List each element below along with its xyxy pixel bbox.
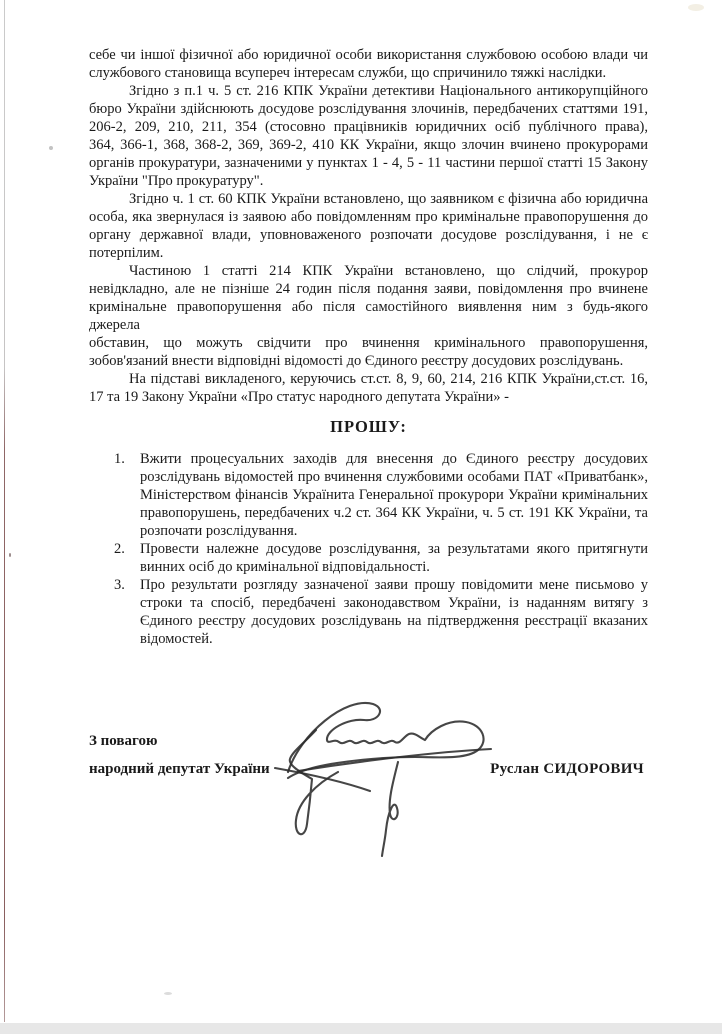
signature-row (89, 761, 648, 777)
text-line: Міністерством фінансів Українита Генеральної прокурори України кримінальних (140, 487, 648, 503)
text-line: правопорушень, передбачених ч.2 ст. 364 КК України, ч. 5 ст. 191 КК України, та (140, 505, 648, 521)
text-line: обставин, що можуть свідчити про вчинення кримінального правопорушення, (89, 335, 648, 351)
text-line: потерпілим. (89, 245, 164, 261)
text-line: України "Про прокуратуру". (89, 173, 264, 189)
list-item-number: 3. (114, 577, 125, 593)
paragraph (89, 262, 648, 370)
scan-edge-line (4, 0, 5, 1022)
text-line: 17 та 19 Закону України «Про статус народного депутата України» - (89, 389, 509, 405)
scan-bottom-strip (0, 1023, 722, 1034)
document-body (89, 46, 648, 777)
paragraph (89, 370, 648, 406)
text-line: органів прокуратури, зазначеними у пунктах 1 - 4, 5 - 11 частини першої статті 15 Закону (89, 155, 648, 171)
closing-salutation: З повагою (89, 733, 158, 749)
text-line: розпочати розслідування. (140, 523, 298, 539)
list-item-number: 1. (114, 451, 125, 467)
list-item (89, 540, 648, 576)
paragraph (89, 82, 648, 190)
text-line: Згідно з п.1 ч. 5 ст. 216 КПК України детективи Національного антикорупційного (129, 83, 648, 99)
request-list (89, 450, 648, 648)
list-item (89, 576, 648, 648)
text-line: строки та спосіб, передбачені законодавством України, із наданням витягу з (140, 595, 648, 611)
text-line: кримінальне правопорушення або після самостійного виявлення ним з будь-якого джерела (89, 299, 648, 333)
paragraph (89, 46, 648, 82)
text-line: Єдиного реєстру досудових розслідувань на підтвердження реєстрації вказаних (140, 613, 648, 629)
scan-speck (49, 146, 53, 150)
scan-speck (688, 4, 704, 11)
list-item-number: 2. (114, 541, 125, 557)
request-heading: ПРОШУ: (330, 417, 407, 436)
signer-role: народний депутат України (89, 761, 270, 777)
text-line: себе чи іншої фізичної або юридичної особи використання службовою особою влади чи (89, 47, 648, 63)
text-line: винних осіб до кримінальної відповідальності. (140, 559, 430, 575)
text-line: органу державної влади, уповноваженого розпочати досудове розслідування, і не є (89, 227, 648, 243)
text-line: невідкладно, але не пізніше 24 годин після подання заяви, повідомлення про вчинене (89, 281, 648, 297)
text-line: 206-2, 209, 210, 211, 354 (стосовно працівників юридичних осіб публічного права), (89, 119, 648, 135)
paragraph (89, 190, 648, 262)
closing-block (89, 733, 648, 777)
paragraphs (89, 46, 648, 406)
text-line: Частиною 1 статті 214 КПК України встановлено, що слідчий, прокурор (129, 263, 648, 279)
text-line: 364, 366-1, 368, 368-2, 369, 369-2, 410 КК України, якщо злочин вчинено прокурорами (89, 137, 648, 153)
text-line: відомостей. (140, 631, 213, 647)
scan-speck (9, 553, 11, 557)
text-line: службового становища всупереч інтересам служби, що спричинило тяжкі наслідки. (89, 65, 607, 81)
text-line: Провести належне досудове розслідування, за результатами якого притягнути (140, 541, 648, 557)
text-line: особа, яка звернулася із заявою або повідомленням про кримінальне правопорушення до (89, 209, 648, 225)
signer-name: Руслан СИДОРОВИЧ (490, 761, 644, 777)
text-line: бюро України здійснюють досудове розслідування злочинів, передбачених статтями 191, (89, 101, 648, 117)
text-line: розслідувань відомостей про вчинення службовими особами ПАТ «Приватбанк», (140, 469, 648, 485)
text-line: Згідно ч. 1 ст. 60 КПК України встановлено, що заявником є фізична або юридична (129, 191, 648, 207)
scan-speck (164, 992, 172, 995)
list-item (89, 450, 648, 540)
text-line: На підставі викладеного, керуючись ст.ст. 8, 9, 60, 214, 216 КПК України,ст.ст. 16, (129, 371, 648, 387)
text-line: Про результати розгляду зазначеної заяви прошу повідомити мене письмово у (140, 577, 648, 593)
text-line: Вжити процесуальних заходів для внесення до Єдиного реєстру досудових (140, 451, 648, 467)
text-line: зобов'язаний внести відповідні відомості до Єдиного реєстру досудових розслідувань. (89, 353, 624, 369)
